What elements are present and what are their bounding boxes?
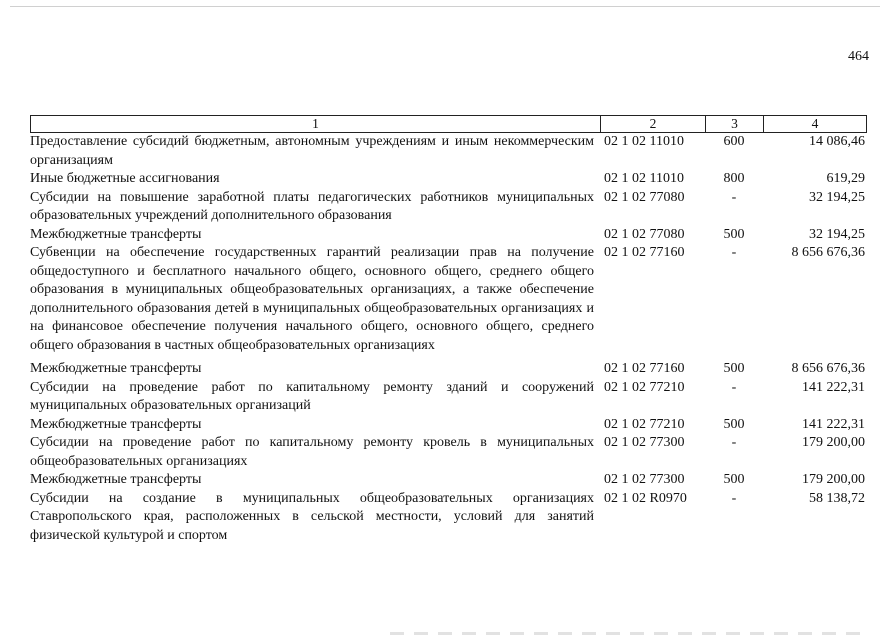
row-description: Субсидии на повышение заработной платы педагогических работников муниципальных образовательных учреждений дополнительного образования — [30, 189, 594, 223]
row-code: 02 1 02 77210 — [604, 416, 685, 432]
row-amount: 32 194,25 — [809, 189, 865, 205]
table-row — [30, 434, 865, 471]
row-amount: 141 222,31 — [802, 379, 865, 395]
row-description: Субвенции на обеспечение государственных гарантий реализации прав на получение общедоступного и бесплатного начального общего, основного общего, среднего общего образования в муниципальных общеобразовательных организациях, а также обеспечение дополнительного образования детей в муниципальных общеобразовательных организациях и на финансовое обеспечение получения начального общего, основного общего, среднего общего образования в частных общеобразовательных организациях — [30, 245, 594, 353]
row-code: 02 1 02 77080 — [604, 189, 685, 205]
row-expense-type: - — [731, 379, 737, 395]
row-expense-type: - — [731, 490, 737, 506]
row-amount: 8 656 676,36 — [791, 361, 865, 376]
row-code: 02 1 02 77080 — [604, 226, 685, 242]
row-expense-type: - — [731, 245, 737, 260]
row-expense-type: 800 — [723, 171, 745, 186]
table-row — [30, 471, 865, 490]
header-col-2: 2 — [601, 116, 706, 132]
row-code: 02 1 02 11010 — [604, 134, 684, 149]
row-description: Межбюджетные трансферты — [30, 472, 202, 487]
row-amount: 179 200,00 — [802, 435, 865, 450]
row-amount: 14 086,46 — [809, 134, 865, 149]
row-description: Субсидии на проведение работ по капитальному ремонту зданий и сооружений муниципальных образовательных организаций — [30, 379, 594, 413]
table-row — [30, 379, 865, 416]
row-description: Иные бюджетные ассигнования — [30, 171, 220, 186]
row-expense-type: 500 — [723, 361, 745, 376]
page-number: 464 — [848, 49, 869, 64]
row-code: 02 1 02 R0970 — [604, 490, 687, 506]
row-description: Субсидии на проведение работ по капитальному ремонту кровель в муниципальных общеобразовательных организациях — [30, 435, 594, 469]
row-description: Межбюджетные трансферты — [30, 416, 202, 432]
row-expense-type: 500 — [723, 472, 745, 487]
table-row — [30, 416, 865, 435]
table-row — [30, 133, 865, 170]
row-expense-type: - — [731, 435, 737, 450]
row-code: 02 1 02 77300 — [604, 472, 685, 487]
row-description: Субсидии на создание в муниципальных общеобразовательных организациях Ставропольского края, расположенных в сельской местности, условий для занятий физической культурой и спортом — [30, 490, 594, 543]
table-row — [30, 226, 865, 245]
scan-bottom-edge — [390, 632, 870, 635]
header-col-3: 3 — [706, 116, 764, 132]
row-amount: 179 200,00 — [802, 472, 865, 487]
row-amount: 58 138,72 — [809, 490, 865, 506]
row-code: 02 1 02 77160 — [604, 361, 685, 376]
scan-top-edge — [10, 6, 880, 7]
row-expense-type: 500 — [723, 226, 745, 242]
table-row — [30, 244, 865, 355]
row-amount: 32 194,25 — [809, 226, 865, 242]
table-header — [30, 115, 867, 133]
row-code: 02 1 02 77160 — [604, 245, 685, 260]
row-amount: 8 656 676,36 — [791, 245, 865, 260]
table-row — [30, 189, 865, 226]
row-description: Межбюджетные трансферты — [30, 361, 202, 376]
row-amount: 141 222,31 — [802, 416, 865, 432]
row-code: 02 1 02 11010 — [604, 171, 684, 186]
row-code: 02 1 02 77210 — [604, 379, 685, 395]
row-description: Межбюджетные трансферты — [30, 226, 202, 242]
budget-table-body — [30, 133, 865, 545]
row-amount: 619,29 — [826, 171, 865, 186]
row-expense-type: 500 — [723, 416, 745, 432]
row-description: Предоставление субсидий бюджетным, автономным учреждениям и иным некоммерческим организациям — [30, 134, 594, 168]
header-col-1: 1 — [31, 116, 601, 132]
row-code: 02 1 02 77300 — [604, 435, 685, 450]
table-row — [30, 490, 865, 546]
table-row — [30, 170, 865, 189]
header-col-4: 4 — [811, 116, 819, 131]
table-row — [30, 360, 865, 379]
row-expense-type: 600 — [723, 134, 745, 149]
row-expense-type: - — [731, 189, 737, 205]
